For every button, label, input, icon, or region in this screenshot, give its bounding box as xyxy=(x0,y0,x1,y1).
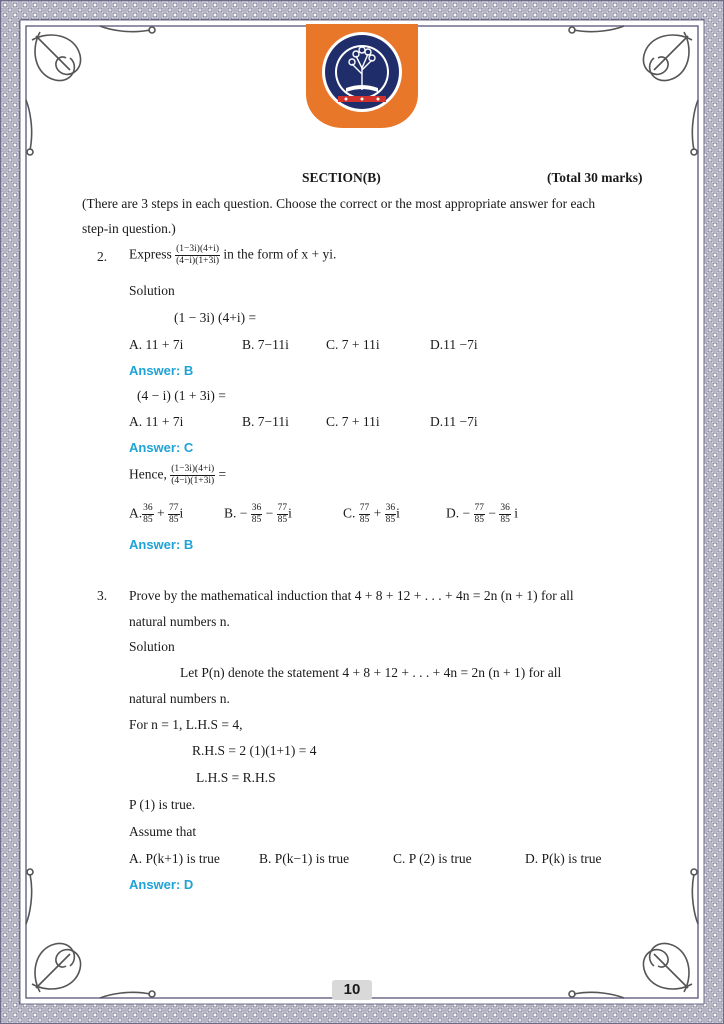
page-number: 10 xyxy=(332,980,372,1000)
instruction-line-2: step-in question.) xyxy=(82,221,176,236)
q3-answer: Answer: D xyxy=(129,877,194,892)
imag-unit: i xyxy=(288,505,292,521)
imag-unit: i xyxy=(396,505,400,521)
q2-fraction xyxy=(175,244,220,267)
q2-step1-option-b: B. 7−11i xyxy=(242,337,289,352)
q2-step3-option-d xyxy=(446,503,518,526)
q2-frac-den: (4−i)(1+3i) xyxy=(176,256,220,266)
q2-step1-answer: Answer: B xyxy=(129,363,194,378)
q3-let-line: Let P(n) denote the statement 4 + 8 + 12 + . . . + 4n = 2n (n + 1) for all xyxy=(180,665,562,680)
frac-den: 85 xyxy=(359,515,370,525)
q3-base-case: For n = 1, L.H.S = 4, xyxy=(129,717,243,732)
operator: − xyxy=(265,505,274,521)
frac-num: 77 xyxy=(359,503,370,513)
q3-p1-true: P (1) is true. xyxy=(129,797,196,812)
q2-step1-option-d: D.11 −7i xyxy=(430,337,478,352)
q3-number: 3. xyxy=(97,588,108,603)
frac-num: 77 xyxy=(277,503,288,513)
q3-option-d: D. P(k) is true xyxy=(525,851,602,866)
frac-den: 85 xyxy=(251,515,262,525)
operator: + xyxy=(157,505,165,521)
q2-express-suffix: in the form of x + yi. xyxy=(223,246,337,262)
q2-question xyxy=(129,244,336,267)
q3-line-2: natural numbers n. xyxy=(129,614,230,629)
q2-hence-frac-num: (1−3i)(4+i) xyxy=(171,464,215,474)
q2-number: 2. xyxy=(97,249,108,264)
q3-lhs-eq-rhs: L.H.S = R.H.S xyxy=(196,770,276,785)
q2-step3-option-b xyxy=(224,503,292,526)
frac-num: 36 xyxy=(251,503,262,513)
frac-num: 77 xyxy=(169,503,179,513)
q2-frac-num: (1−3i)(4+i) xyxy=(176,244,220,254)
opt-label: C. xyxy=(343,505,356,521)
q2-step2-option-b: B. 7−11i xyxy=(242,414,289,429)
imag-unit: i xyxy=(514,505,519,521)
q2-step3-answer: Answer: B xyxy=(129,537,194,552)
q2-step1-option-a: A. 11 + 7i xyxy=(129,337,184,352)
q3-assume: Assume that xyxy=(129,824,197,839)
q2-step2-option-c: C. 7 + 11i xyxy=(326,414,380,429)
opt-label: D. − xyxy=(446,505,471,521)
frac-den: 85 xyxy=(500,515,510,525)
q3-option-b: B. P(k−1) is true xyxy=(259,851,350,866)
q2-step1-expression: (1 − 3i) (4+i) = xyxy=(174,310,257,325)
imag-unit: i xyxy=(179,505,184,521)
frac-den: 85 xyxy=(385,515,396,525)
frac-den: 85 xyxy=(143,515,153,525)
q2-step1-option-c: C. 7 + 11i xyxy=(326,337,380,352)
q2-hence-line xyxy=(129,464,226,487)
q2-step2-option-d: D.11 −7i xyxy=(430,414,478,429)
operator: + xyxy=(373,505,382,521)
frac-den: 85 xyxy=(277,515,288,525)
frac-num: 36 xyxy=(385,503,396,513)
q2-hence-equals: = xyxy=(218,466,227,482)
opt-label: A. xyxy=(129,505,143,521)
q3-option-a: A. P(k+1) is true xyxy=(129,851,220,866)
q2-solution-label: Solution xyxy=(129,283,175,298)
section-title: SECTION(B) xyxy=(302,170,381,185)
q2-step2-answer: Answer: C xyxy=(129,440,194,455)
frac-num: 77 xyxy=(474,503,484,513)
q2-express-prefix: Express xyxy=(129,246,172,262)
q3-option-c: C. P (2) is true xyxy=(393,851,472,866)
q3-solution-label: Solution xyxy=(129,639,175,654)
opt-label: B. − xyxy=(224,505,248,521)
q2-step2-option-a: A. 11 + 7i xyxy=(129,414,184,429)
q2-hence-prefix: Hence, xyxy=(129,466,167,482)
q2-step3-option-c xyxy=(343,503,400,526)
q3-let-line-2: natural numbers n. xyxy=(129,691,230,706)
total-marks: (Total 30 marks) xyxy=(547,170,643,185)
q3-line-1: Prove by the mathematical induction that 4 + 8 + 12 + . . . + 4n = 2n (n + 1) for all xyxy=(129,588,574,603)
frac-num: 36 xyxy=(143,503,153,513)
frac-den: 85 xyxy=(169,515,179,525)
instruction-line-1: (There are 3 steps in each question. Choose the correct or the most appropriate answer for each xyxy=(82,196,596,211)
q3-rhs: R.H.S = 2 (1)(1+1) = 4 xyxy=(192,743,317,758)
operator: − xyxy=(488,505,496,521)
frac-den: 85 xyxy=(474,515,484,525)
q2-hence-fraction xyxy=(170,464,215,487)
q2-hence-frac-den: (4−i)(1+3i) xyxy=(171,476,215,486)
q2-step2-expression: (4 − i) (1 + 3i) = xyxy=(137,388,226,403)
frac-num: 36 xyxy=(500,503,510,513)
q2-step3-option-a xyxy=(129,503,183,526)
